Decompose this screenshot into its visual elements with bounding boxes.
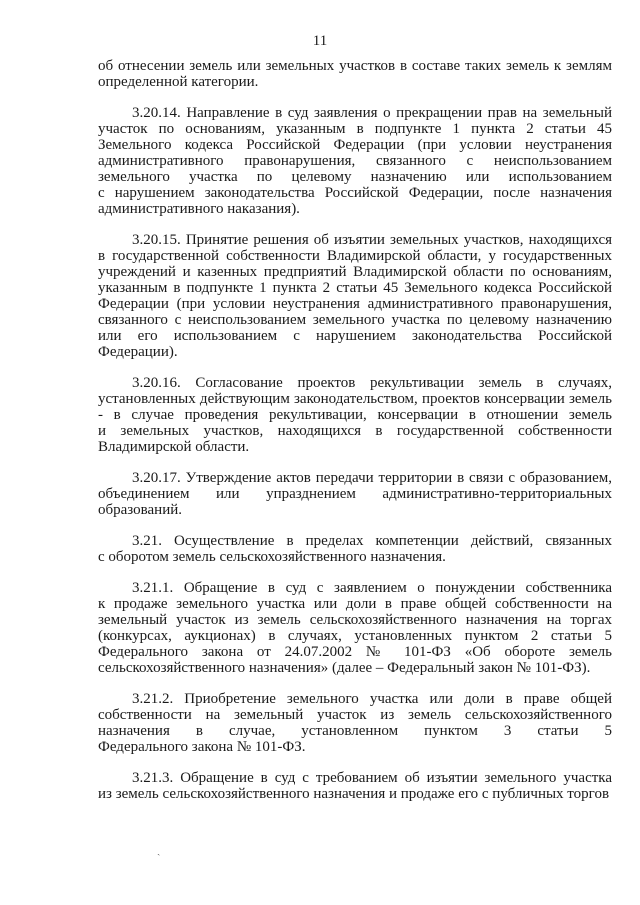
text-line: (конкурсах, аукционах) в случаях, установленных пунктом 2 статьи 5 [98,628,612,644]
text-line: определенной категории. [98,74,259,90]
text-line: 3.21.1. Обращение в суд с заявлением о понуждении собственника [132,580,612,596]
text-line: из земель сельскохозяйственного назначения и продаже его с публичных торгов [98,786,610,802]
text-line: 3.20.16. Согласование проектов рекультивации земель в случаях, [132,375,612,391]
text-line: об отнесении земель или земельных участков в составе таких земель к землям [98,58,612,74]
text-line: Федерации). [98,344,178,360]
document-body [98,58,612,817]
text-line: назначения в случае, установленном пунктом 3 статьи 5 [98,723,612,739]
text-line: участок по основаниям, указанным в подпункте 1 пункта 2 статьи 45 [98,121,612,137]
text-line: Федерального закона от 24.07.2002 № 101-ФЗ «Об обороте земель [98,644,612,660]
text-line: связанного с неиспользованием земельного участка по целевому назначению [98,312,612,328]
text-line: установленных действующим законодательством, проектов консервации земель [98,391,612,407]
text-line: к продаже земельного участка или доли в праве общей собственности на [98,596,612,612]
text-line: административного правонарушения, связанного с неиспользованием [98,153,612,169]
stray-mark: ˏ [157,845,161,856]
text-line: 3.21.2. Приобретение земельного участка или доли в праве общей [132,691,612,707]
text-line: 3.20.14. Направление в суд заявления о прекращении прав на земельный [132,105,612,121]
text-line: с нарушением законодательства Российской Федерации, после назначения [98,185,612,201]
text-line: административного наказания). [98,201,300,217]
text-line: сельскохозяйственного назначения» (далее – Федеральный закон № 101-ФЗ). [98,660,591,676]
text-line: Федерального закона № 101-ФЗ. [98,739,306,755]
text-line: учреждений и казенных предприятий Владимирской области по основаниям, [98,264,612,280]
text-line: или его использованием с нарушением законодательства Российской [98,328,612,344]
page-number: 11 [312,33,328,49]
paragraph-p-3-21-3 [98,770,612,802]
text-line: и земельных участков, находящихся в государственной собственности [98,423,612,439]
paragraph-p-3-21-1 [98,580,612,676]
text-line: с оборотом земель сельскохозяйственного назначения. [98,549,446,565]
text-line: 3.20.17. Утверждение актов передачи территории в связи с образованием, [132,470,612,486]
text-line: образований. [98,502,183,518]
text-line: Земельного кодекса Российской Федерации (при условии неустранения [98,137,612,153]
paragraph-p-3-20-16 [98,375,612,455]
paragraph-p-3-21 [98,533,612,565]
text-line: земельный участок из земель сельскохозяйственного назначения на торгах [98,612,612,628]
text-line: собственности на земельный участок из земель сельскохозяйственного [98,707,612,723]
paragraph-p-3-20-15 [98,232,612,360]
text-line: 3.21.3. Обращение в суд с требованием об изъятии земельного участка [132,770,612,786]
paragraph-p-3-20-17 [98,470,612,518]
text-line: 3.21. Осуществление в пределах компетенции действий, связанных [132,533,612,549]
text-line: Федерации (при условии неустранения административного правонарушения, [98,296,612,312]
text-line: - в случае проведения рекультивации, консервации в отношении земель [98,407,612,423]
paragraph-p-3-20-14 [98,105,612,217]
text-line: земельного участка по целевому назначению или использованием [98,169,612,185]
text-line: объединением или упразднением административно-территориальных [98,486,612,502]
text-line: указанным в подпункте 1 пункта 2 статьи 45 Земельного кодекса Российской [98,280,612,296]
text-line: в государственной собственности Владимирской области, у государственных [98,248,612,264]
paragraph-p-3-21-2 [98,691,612,755]
text-line: Владимирской области. [98,439,250,455]
text-line: 3.20.15. Принятие решения об изъятии земельных участков, находящихся [132,232,612,248]
paragraph-p0 [98,58,612,90]
